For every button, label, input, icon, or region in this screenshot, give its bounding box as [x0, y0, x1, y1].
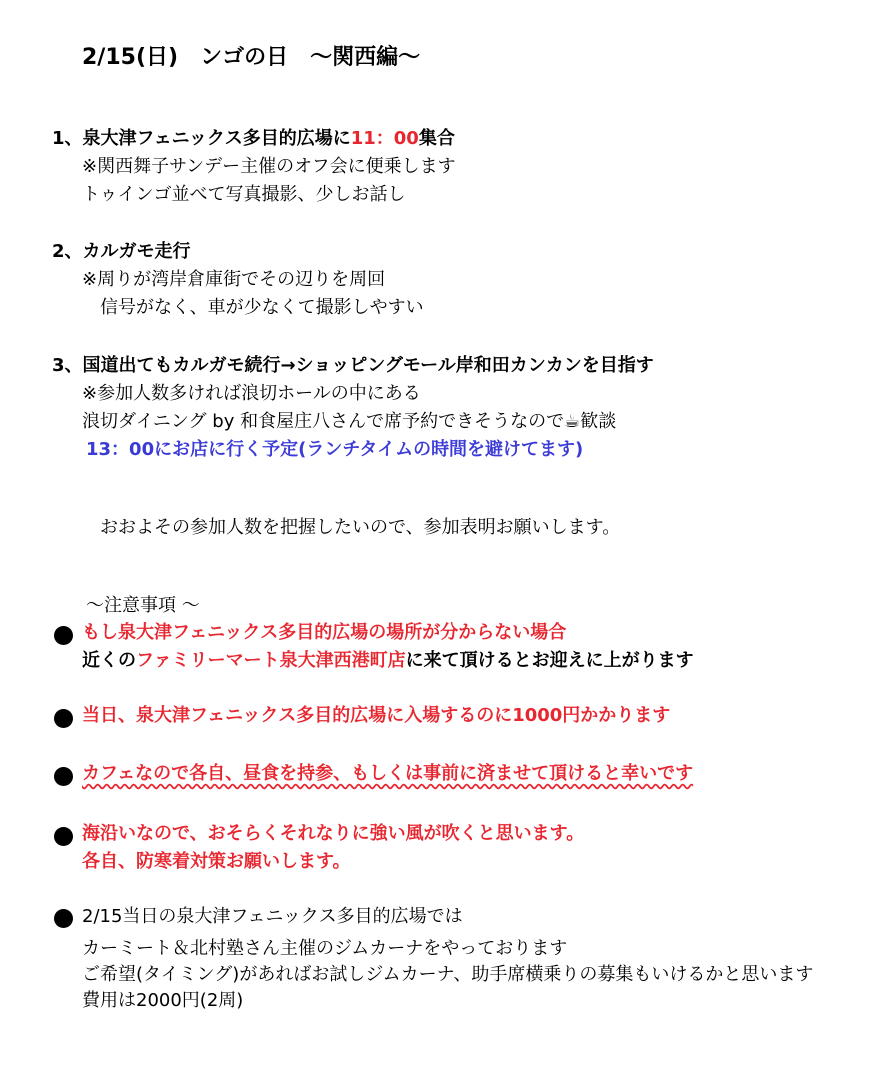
bullet-icon [54, 767, 73, 786]
note-4-line-1: 海沿いなので、おそらくそれなりに強い風が吹くと思います。 [82, 823, 585, 844]
note-3: カフェなので各自、昼食を持参、もしくは事前に済ませて頂けると幸いです [82, 763, 694, 784]
page-title: 2/15(日) ンゴの日 ～関西編～ [82, 45, 421, 70]
section-2-heading [52, 240, 191, 264]
section-2-number: 2、 [52, 241, 83, 262]
note-1-store-name: ファミリーマート泉大津西港町店 [136, 650, 406, 671]
section-2-line-1: ※周りが湾岸倉庫街でその辺りを周回 [82, 269, 386, 290]
bullet-icon [54, 709, 73, 728]
section-2-heading-text: カルガモ走行 [82, 241, 191, 262]
note-5-line-3: ご希望(タイミング)があればお試しジムカーナ、助手席横乗りの募集もいけるかと思います [82, 964, 814, 985]
section-1-heading-text: 泉大津フェニックス多目的広場に [82, 128, 351, 149]
note-5-line-4: 費用は2000円(2周) [82, 990, 244, 1011]
note-1-line-2 [82, 649, 694, 673]
section-1-time: 11：00 [350, 128, 419, 149]
section-2-line-2: 信号がなく、車が少なくて撮影しやすい [100, 297, 424, 318]
section-3-heading [52, 354, 654, 378]
section-1-heading-suffix: 集合 [418, 128, 455, 149]
section-3-schedule: 13：00にお店に行く予定(ランチタイムの時間を避けてます) [86, 439, 584, 460]
section-3-heading-text: 国道出てもカルガモ続行→ショッピングモール岸和田カンカンを目指す [82, 355, 654, 376]
section-3-number: 3、 [52, 355, 83, 376]
note-5-line-2: カーミート＆北村塾さん主催のジムカーナをやっております [82, 938, 568, 959]
note-1-line-1: もし泉大津フェニックス多目的広場の場所が分からない場合 [82, 622, 567, 643]
section-1-line-2: トゥインゴ並べて写真撮影、少しお話し [82, 184, 406, 205]
notes-heading: ～注意事項 ～ [86, 595, 200, 616]
participation-request: おおよその参加人数を把握したいので、参加表明お願いします。 [100, 517, 621, 538]
section-1-line-1: ※関西舞子サンデー主催のオフ会に便乗します [82, 156, 456, 177]
bullet-icon [54, 626, 73, 645]
section-3-line-2: 浪切ダイニング by 和食屋庄八さんで席予約できそうなので☕歓談 [82, 411, 617, 432]
note-1-prefix: 近くの [82, 650, 136, 671]
note-2: 当日、泉大津フェニックス多目的広場に入場するのに1000円かかります [82, 705, 671, 726]
note-5-line-1: 2/15当日の泉大津フェニックス多目的広場では [82, 906, 463, 927]
section-1-heading [52, 127, 455, 151]
section-1-number: 1、 [52, 128, 83, 149]
bullet-icon [54, 909, 73, 928]
section-3-line-1: ※参加人数多ければ浪切ホールの中にある [82, 383, 421, 404]
bullet-icon [54, 827, 73, 846]
note-1-suffix: に来て頂けるとお迎えに上がります [405, 650, 694, 671]
note-4-line-2: 各自、防寒着対策お願いします。 [82, 851, 351, 872]
